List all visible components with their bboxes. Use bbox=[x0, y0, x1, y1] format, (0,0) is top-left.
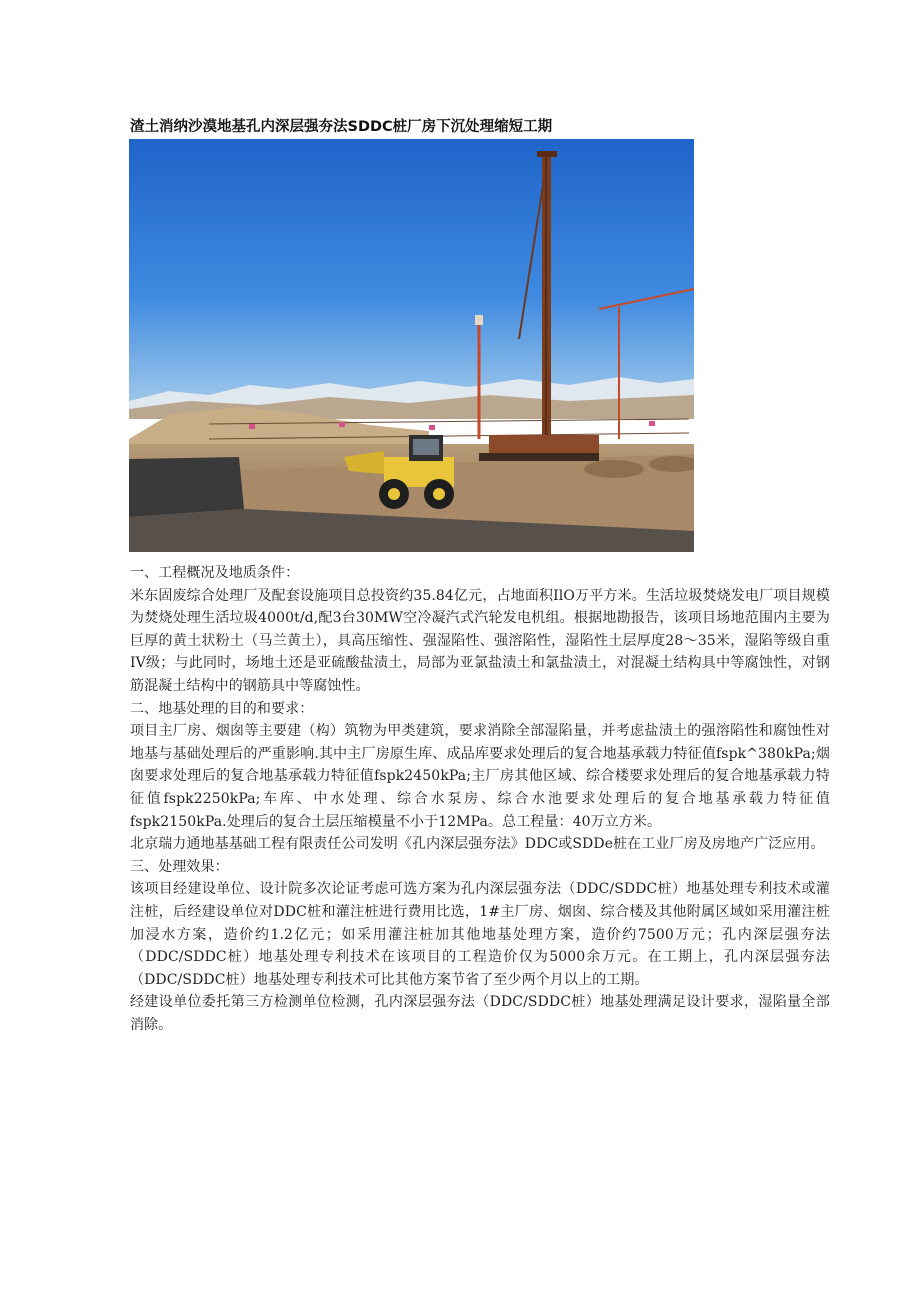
document-body bbox=[130, 562, 830, 1036]
document-title: 渣土消纳沙漠地基孔内深层强夯法SDDC桩厂房下沉处理缩短工期 bbox=[130, 119, 553, 135]
construction-site-photo bbox=[129, 139, 694, 552]
section2-paragraph: 项目主厂房、烟囱等主要建（构）筑物为甲类建筑，要求消除全部湿陷量，并考虑盐渍土的强溶陷性和腐蚀性对地基与基础处理后的严重影响.其中主厂房原生库、成品库要求处理后的复合地基承载力特征值fspk^380kPa;烟囱要求处理后的复合地基承载力特征值fspk2450kPa;主厂房其他区域、综合楼要求处理后的复合地基承载力特征值fspk2250kPa;车库、中水处理、综合水泵房、综合水池要求处理后的复合地基承载力特征值fspk2150kPa.处理后的复合土层压缩模量不小于12MPa。总工程量：40万立方米。 bbox=[130, 723, 830, 830]
section1-paragraph: 米东固废综合处理厂及配套设施项目总投资约35.84亿元，占地面积IlO万平方米。生活垃圾焚烧发电厂项目规模为焚烧处理生活垃圾4000t/d,配3台30MW空冷凝汽式汽轮发电机组。根据地勘报告，该项目场地范围内主要为巨厚的黄土状粉土（马兰黄土），具高压缩性、强湿陷性、强溶陷性，湿陷性土层厚度28～35米，湿陷等级自重IV级；与此同时，场地土还是亚硫酸盐渍土，局部为亚氯盐渍土和氯盐渍土，对混凝土结构具中等腐蚀性，对钢筋混凝土结构中的钢筋具中等腐蚀性。 bbox=[130, 587, 830, 694]
section3-paragraph-2: 经建设单位委托第三方检测单位检测，孔内深层强夯法（DDC∕SDDC桩）地基处理满足设计要求，湿陷量全部消除。 bbox=[130, 994, 830, 1033]
section3-heading: 三、处理效果： bbox=[130, 858, 229, 875]
section2-heading: 二、地基处理的目的和要求： bbox=[130, 700, 314, 717]
company-paragraph: 北京瑞力通地基基础工程有限责任公司发明《孔内深层强夯法》DDC或SDDe桩在工业厂房及房地产广泛应用。 bbox=[130, 836, 825, 853]
section1-heading: 一、工程概况及地质条件： bbox=[130, 565, 300, 581]
section3-paragraph-1: 该项目经建设单位、设计院多次论证考虑可选方案为孔内深层强夯法（DDC∕SDDC桩）地基处理专利技术或灌注桩，后经建设单位对DDC桩和灌注桩进行费用比选，1#主厂房、烟囱、综合楼及其他附属区域如采用灌注桩加浸水方案，造价约1.2亿元；如采用灌注桩加其他地基处理方案，造价约7500万元；孔内深层强夯法（DDC/SDDC桩）地基处理专利技术在该项目的工程造价仅为5000余万元。在工期上，孔内深层强夯法（DDC/SDDC桩）地基处理专利技术可比其他方案节省了至少两个月以上的工期。 bbox=[130, 881, 830, 988]
